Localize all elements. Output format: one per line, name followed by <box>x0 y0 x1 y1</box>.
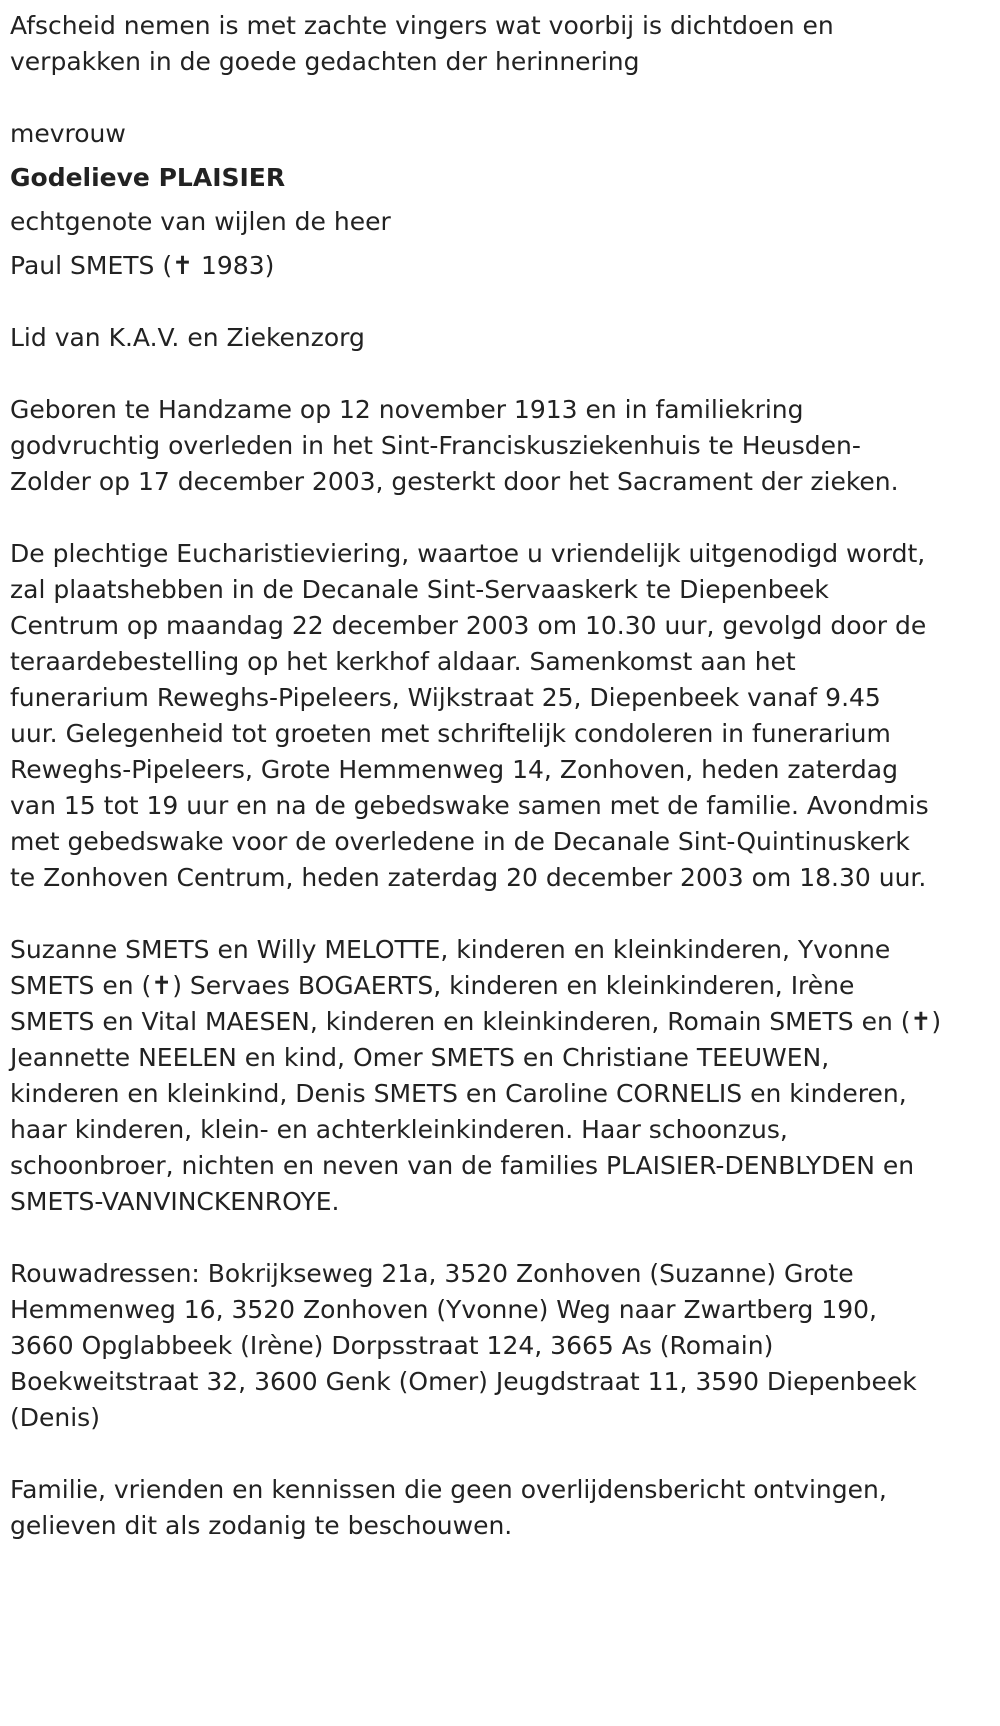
spacer <box>10 196 990 204</box>
spacer <box>10 284 990 320</box>
paragraph-line: De plechtige Eucharistieviering, waartoe u vriendelijk uitgenodigd wordt, <box>10 539 926 568</box>
paragraph-line: kinderen en kleinkind, Denis SMETS en Caroline CORNELIS en kinderen, <box>10 1079 907 1108</box>
paragraph-line: schoonbroer, nichten en neven van de families PLAISIER-DENBLYDEN en <box>10 1151 915 1180</box>
paragraph-line: Hemmenweg 16, 3520 Zonhoven (Yvonne) Weg naar Zwartberg 190, <box>10 1295 877 1324</box>
spacer <box>10 356 990 392</box>
paragraph-line: SMETS-VANVINCKENROYE. <box>10 1187 340 1216</box>
closing-paragraph <box>10 1472 990 1544</box>
paragraph-line: Centrum op maandag 22 december 2003 om 10.30 uur, gevolgd door de <box>10 611 927 640</box>
spacer <box>10 896 990 932</box>
paragraph-line: Boekweitstraat 32, 3600 Genk (Omer) Jeugdstraat 11, 3590 Diepenbeek <box>10 1367 917 1396</box>
paragraph-line: teraardebestelling op het kerkhof aldaar. Samenkomst aan het <box>10 647 796 676</box>
motto-line: verpakken in de goede gedachten der herinnering <box>10 47 640 76</box>
paragraph-line: zal plaatshebben in de Decanale Sint-Servaaskerk te Diepenbeek <box>10 575 829 604</box>
spacer <box>10 1220 990 1256</box>
deceased-name: Godelieve PLAISIER <box>10 163 286 192</box>
paragraph-line: SMETS en (✝) Servaes BOGAERTS, kinderen en kleinkinderen, Irène <box>10 971 855 1000</box>
paragraph-line: Suzanne SMETS en Willy MELOTTE, kinderen en kleinkinderen, Yvonne <box>10 935 891 964</box>
paragraph-line: van 15 tot 19 uur en na de gebedswake samen met de familie. Avondmis <box>10 791 929 820</box>
spacer <box>10 240 990 248</box>
paragraph-line: (Denis) <box>10 1403 100 1432</box>
title-prefix: mevrouw <box>10 119 126 148</box>
spacer <box>10 80 990 116</box>
paragraph-line: Geboren te Handzame op 12 november 1913 en in familiekring <box>10 395 804 424</box>
paragraph-line: met gebedswake voor de overledene in de Decanale Sint-Quintinuskerk <box>10 827 910 856</box>
spacer <box>10 500 990 536</box>
paragraph-line: SMETS en Vital MAESEN, kinderen en kleinkinderen, Romain SMETS en (✝) <box>10 1007 942 1036</box>
motto <box>10 8 990 80</box>
motto-line: Afscheid nemen is met zachte vingers wat voorbij is dichtdoen en <box>10 11 834 40</box>
paragraph-line: funerarium Reweghs-Pipeleers, Wijkstraat 25, Diepenbeek vanaf 9.45 <box>10 683 881 712</box>
paragraph-line: Jeannette NEELEN en kind, Omer SMETS en Christiane TEEUWEN, <box>10 1043 830 1072</box>
addresses-paragraph <box>10 1256 990 1436</box>
paragraph-line: gelieven dit als zodanig te beschouwen. <box>10 1511 513 1540</box>
spouse-name: Paul SMETS (✝ 1983) <box>10 251 275 280</box>
paragraph-line: te Zonhoven Centrum, heden zaterdag 20 december 2003 om 18.30 uur. <box>10 863 927 892</box>
paragraph-line: haar kinderen, klein- en achterkleinkinderen. Haar schoonzus, <box>10 1115 788 1144</box>
spacer <box>10 152 990 160</box>
birth-death-paragraph <box>10 392 990 500</box>
paragraph-line: Familie, vrienden en kennissen die geen overlijdensbericht ontvingen, <box>10 1475 887 1504</box>
paragraph-line: uur. Gelegenheid tot groeten met schriftelijk condoleren in funerarium <box>10 719 891 748</box>
spouse-line: echtgenote van wijlen de heer <box>10 207 391 236</box>
paragraph-line: Zolder op 17 december 2003, gesterkt door het Sacrament der zieken. <box>10 467 899 496</box>
paragraph-line: Rouwadressen: Bokrijkseweg 21a, 3520 Zonhoven (Suzanne) Grote <box>10 1259 854 1288</box>
paragraph-line: Reweghs-Pipeleers, Grote Hemmenweg 14, Zonhoven, heden zaterdag <box>10 755 898 784</box>
paragraph-line: godvruchtig overleden in het Sint-Franciskusziekenhuis te Heusden- <box>10 431 861 460</box>
paragraph-line: 3660 Opglabbeek (Irène) Dorpsstraat 124, 3665 As (Romain) <box>10 1331 774 1360</box>
family-paragraph <box>10 932 990 1220</box>
spacer <box>10 1436 990 1472</box>
membership: Lid van K.A.V. en Ziekenzorg <box>10 323 365 352</box>
ceremony-paragraph <box>10 536 990 896</box>
